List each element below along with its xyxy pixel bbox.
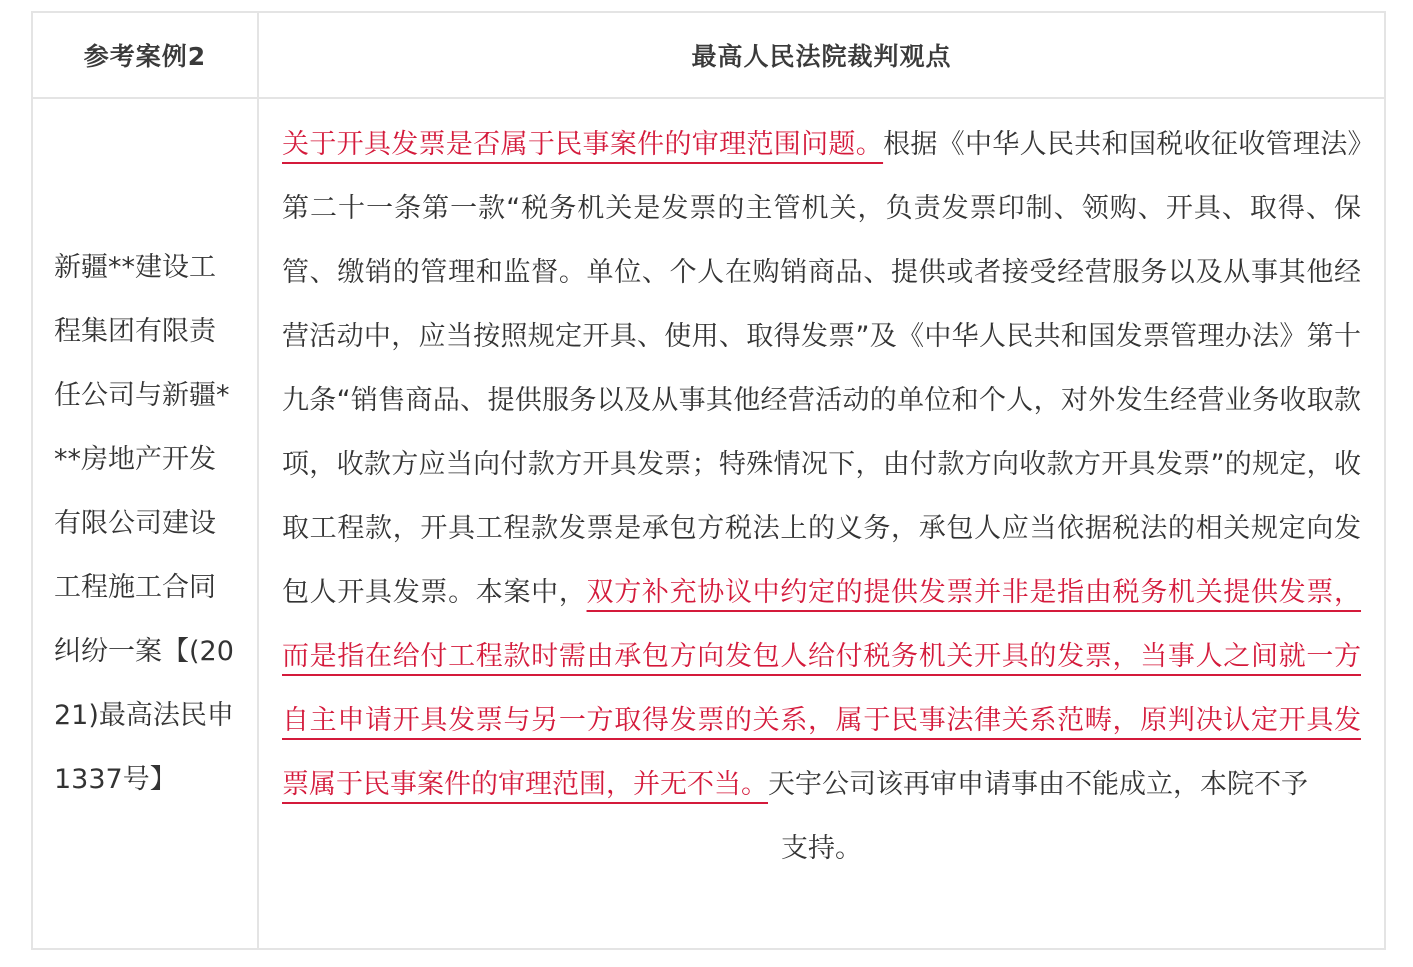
header-reference-case: 参考案例2 <box>32 12 258 98</box>
opinion-conclusion-text: 天宇公司该再审申请事由不能成立，本院不予 <box>768 769 1308 800</box>
case-name-cell <box>32 98 258 949</box>
opinion-legal-basis-text: 根据《中华人民共和国税收征收管理法》第二十一条第一款“税务机关是发票的主管机关，负责发票印制、领购、开具、取得、保管、缴销的管理和监督。单位、个人在购销商品、提供或者接受经营服务以及从事其他经营活动中，应当按照规定开具、使用、取得发票”及《中华人民共和国发票管理办法》第十九条“销售商品、提供服务以及从事其他经营活动的单位和个人，对外发生经营业务收取款项，收款方应当向付款方开具发票；特殊情况下，由付款方向收款方开具发票”的规定，收取工程款，开具工程款发票是承包方税法上的义务，承包人应当依据税法的相关规定向发包人开具发票。本案中， <box>282 129 1362 608</box>
table-header-row <box>32 12 1385 98</box>
opinion-final-text: 支持。 <box>781 833 862 864</box>
opinion-highlight-issue: 关于开具发票是否属于民事案件的审理范围问题。 <box>282 129 884 160</box>
case-comparison-table <box>31 11 1386 950</box>
opinion-cell <box>258 98 1385 949</box>
case-name-text: 新疆**建设工程集团有限责任公司与新疆***房地产开发有限公司建设工程施工合同纠纷一案【(2021)最高法民申1337号】 <box>54 251 234 795</box>
opinion-highlight-holding: 双方补充协议中约定的提供发票并非是指由税务机关提供发票，而是指在给付工程款时需由承包方向发包人给付税务机关开具的发票，当事人之间就一方自主申请开具发票与另一方取得发票的关系，属于民事法律关系范畴，原判决认定开具发票属于民事案件的审理范围，并无不当。 <box>282 577 1362 800</box>
table-row <box>32 98 1385 949</box>
header-court-opinion: 最高人民法院裁判观点 <box>258 12 1385 98</box>
